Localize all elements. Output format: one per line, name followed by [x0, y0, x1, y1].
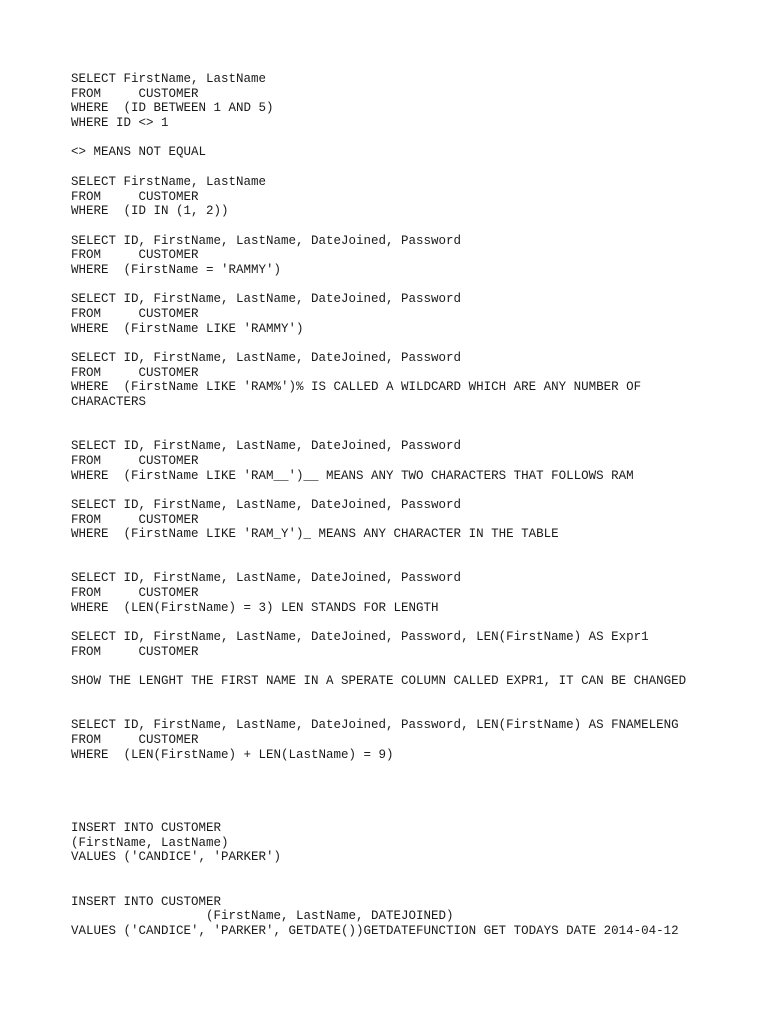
- document-line: FROM CUSTOMER: [71, 248, 199, 263]
- document-line: FROM CUSTOMER: [71, 365, 199, 380]
- document-line: [71, 615, 761, 630]
- document-line: [71, 660, 761, 675]
- document-line: SELECT ID, FirstName, LastName, DateJoined, Password: [71, 292, 462, 307]
- document-line: [71, 704, 761, 719]
- document-line: SELECT ID, FirstName, LastName, DateJoined, Password: [71, 351, 462, 366]
- document-line: SHOW THE LENGHT THE FIRST NAME IN A SPERATE COLUMN CALLED EXPR1, IT CAN BE CHANGED: [71, 674, 687, 689]
- document-line: [71, 880, 761, 895]
- document-line: SELECT ID, FirstName, LastName, DateJoined, Password: [71, 571, 462, 586]
- document-line: [71, 160, 761, 175]
- document-line: [71, 689, 761, 704]
- document-line: SELECT ID, FirstName, LastName, DateJoined, Password, LEN(FirstName) AS FNAMELENG: [71, 718, 679, 733]
- document-line: <> MEANS NOT EQUAL: [71, 145, 207, 160]
- document-line: [71, 865, 761, 880]
- document-line: [71, 219, 761, 234]
- document-line: (FirstName, LastName): [71, 835, 229, 850]
- document-line: FROM CUSTOMER: [71, 86, 199, 101]
- document-line: [71, 483, 761, 498]
- document-line: WHERE (FirstName LIKE 'RAMMY'): [71, 321, 304, 336]
- document-line: [71, 557, 761, 572]
- document-line: [71, 278, 761, 293]
- document-line: FROM CUSTOMER: [71, 453, 199, 468]
- document-line: SELECT ID, FirstName, LastName, DateJoined, Password: [71, 233, 462, 248]
- document-line: VALUES ('CANDICE', 'PARKER', GETDATE())GETDATEFUNCTION GET TODAYS DATE 2014-04-12: [71, 923, 679, 938]
- document-line: [71, 542, 761, 557]
- document-line: (FirstName, LastName, DATEJOINED): [71, 909, 454, 924]
- document-line: INSERT INTO CUSTOMER: [71, 821, 222, 836]
- document-line: WHERE (FirstName LIKE 'RAM%')% IS CALLED A WILDCARD WHICH ARE ANY NUMBER OF: [71, 380, 642, 395]
- document-line: [71, 410, 761, 425]
- document-line: [71, 777, 761, 792]
- document-line: VALUES ('CANDICE', 'PARKER'): [71, 850, 282, 865]
- document-line: FROM CUSTOMER: [71, 644, 199, 659]
- document-body: [71, 72, 761, 939]
- document-line: SELECT ID, FirstName, LastName, DateJoined, Password: [71, 497, 462, 512]
- document-line: CHARACTERS: [71, 395, 147, 410]
- document-line: [71, 792, 761, 807]
- document-line: WHERE (FirstName = 'RAMMY'): [71, 262, 282, 277]
- document-line: INSERT INTO CUSTOMER: [71, 894, 222, 909]
- document-line: [71, 762, 761, 777]
- document-line: WHERE ID <> 1: [71, 116, 169, 131]
- document-line: WHERE (LEN(FirstName) = 3) LEN STANDS FOR LENGTH: [71, 600, 439, 615]
- document-line: [71, 425, 761, 440]
- document-line: WHERE (ID BETWEEN 1 AND 5): [71, 101, 274, 116]
- document-line: WHERE (FirstName LIKE 'RAM__')__ MEANS ANY TWO CHARACTERS THAT FOLLOWS RAM: [71, 468, 634, 483]
- document-line: WHERE (LEN(FirstName) + LEN(LastName) = 9): [71, 747, 394, 762]
- document-line: FROM CUSTOMER: [71, 586, 199, 601]
- document-line: WHERE (FirstName LIKE 'RAM_Y')_ MEANS ANY CHARACTER IN THE TABLE: [71, 527, 559, 542]
- document-line: FROM CUSTOMER: [71, 307, 199, 321]
- document-line: [71, 336, 761, 351]
- document-line: SELECT ID, FirstName, LastName, DateJoined, Password: [71, 439, 462, 454]
- document-line: SELECT FirstName, LastName: [71, 72, 267, 86]
- document-line: [71, 131, 761, 146]
- document-line: FROM CUSTOMER: [71, 732, 199, 747]
- document-line: FROM CUSTOMER: [71, 189, 199, 204]
- document-line: [71, 806, 761, 821]
- document-line: WHERE (ID IN (1, 2)): [71, 204, 229, 219]
- document-line: SELECT FirstName, LastName: [71, 174, 267, 189]
- document-line: FROM CUSTOMER: [71, 512, 199, 527]
- document-line: SELECT ID, FirstName, LastName, DateJoined, Password, LEN(FirstName) AS Expr1: [71, 630, 649, 645]
